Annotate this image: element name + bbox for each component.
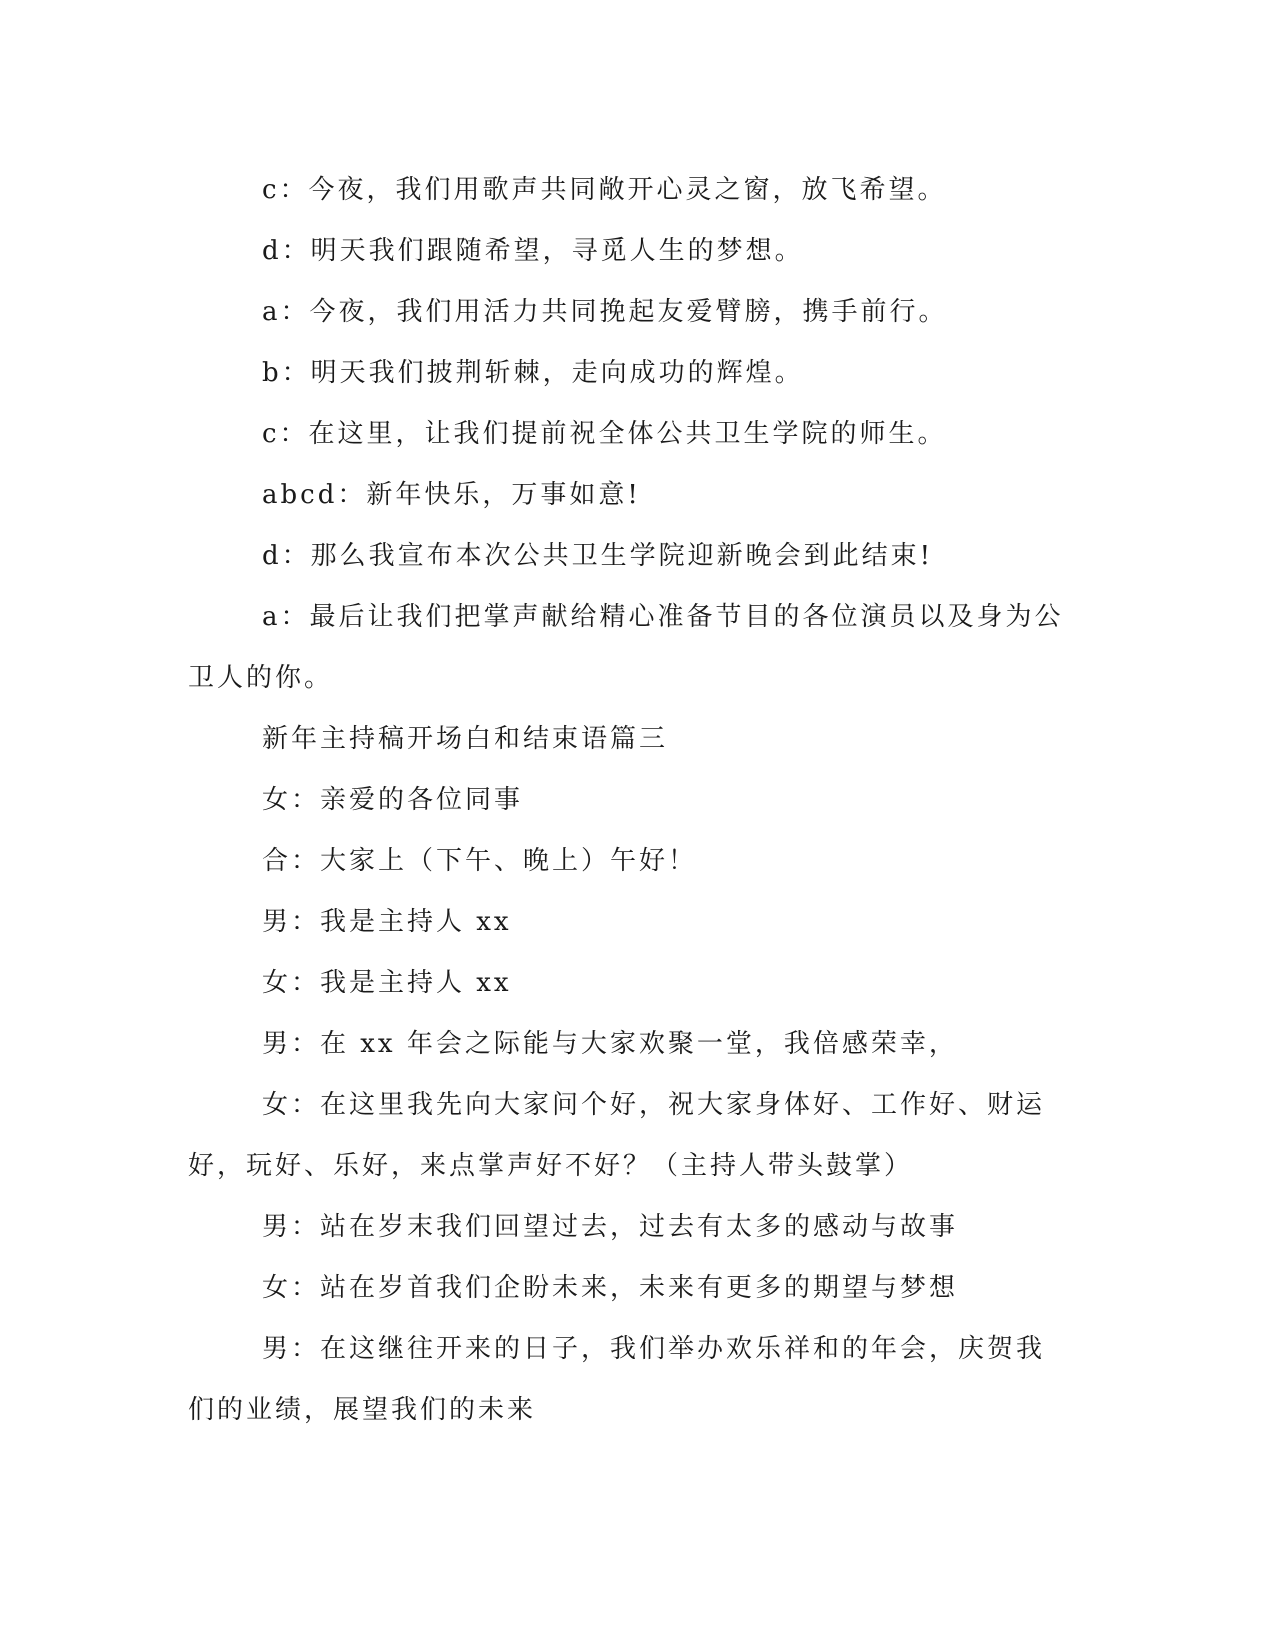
paragraph: c：今夜，我们用歌声共同敞开心灵之窗，放飞希望。 — [262, 175, 947, 205]
paragraph: abcd：新年快乐，万事如意! — [262, 480, 641, 510]
paragraph: 合：大家上（下午、晚上）午好！ — [262, 846, 698, 876]
section-heading: 新年主持稿开场白和结束语篇三 — [262, 724, 669, 754]
paragraph: a：今夜，我们用活力共同挽起友爱臂膀，携手前行。 — [262, 297, 948, 327]
paragraph: 男：我是主持人 xx — [262, 907, 512, 937]
paragraph: b：明天我们披荆斩棘，走向成功的辉煌。 — [262, 358, 804, 388]
paragraph: a：最后让我们把掌声献给精心准备节目的各位演员以及身为公卫人的你。 — [188, 602, 1064, 693]
paragraph: 女：站在岁首我们企盼未来，未来有更多的期望与梦想 — [262, 1273, 959, 1303]
paragraph: c：在这里，让我们提前祝全体公共卫生学院的师生。 — [262, 419, 947, 449]
paragraph: 女：在这里我先向大家问个好，祝大家身体好、工作好、财运好，玩好、乐好，来点掌声好不好？（主持人带头鼓掌） — [188, 1090, 1046, 1181]
paragraph: 男：站在岁末我们回望过去，过去有太多的感动与故事 — [262, 1212, 959, 1242]
paragraph: 男：在这继往开来的日子，我们举办欢乐祥和的年会，庆贺我们的业绩，展望我们的未来 — [188, 1334, 1046, 1425]
paragraph: 女：亲爱的各位同事 — [262, 785, 524, 815]
document-body — [188, 160, 1068, 1441]
paragraph: 女：我是主持人 xx — [262, 968, 512, 998]
paragraph: 男：在 xx 年会之际能与大家欢聚一堂，我倍感荣幸， — [262, 1029, 958, 1059]
paragraph: d：那么我宣布本次公共卫生学院迎新晚会到此结束! — [262, 541, 934, 571]
paragraph: d：明天我们跟随希望，寻觅人生的梦想。 — [262, 236, 804, 266]
